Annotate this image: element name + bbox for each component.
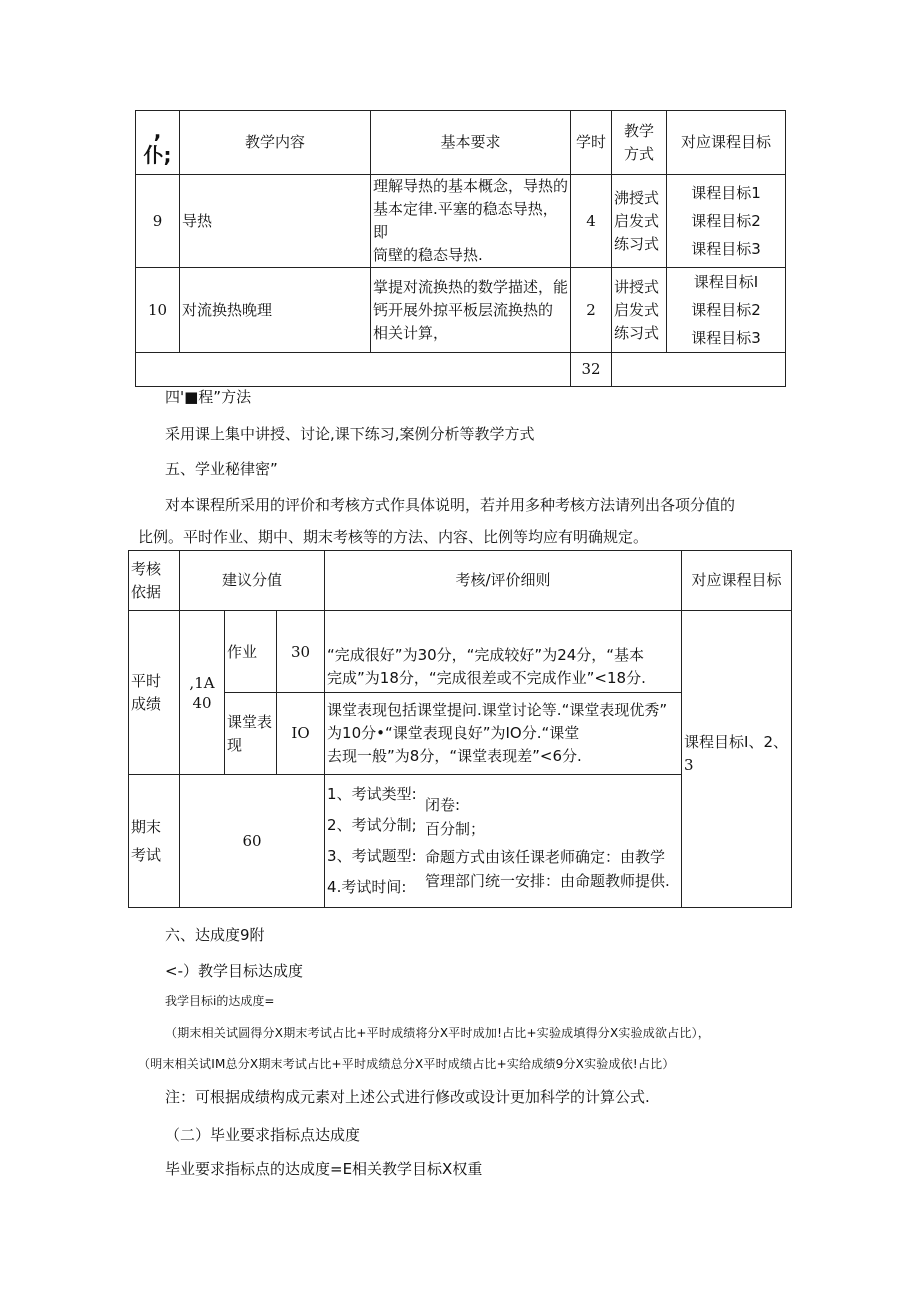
formula-line2: （明末相关试IM总分X期末考试占比+平时成绩总分X平时成绩占比+实给成绩9分X实验成依!占比） xyxy=(138,1057,675,1071)
formula-line1: （期末相关试圆得分X期末考试占比+平时成绩将分X平时成加!占比+实验成填得分X实验成欲占比）， xyxy=(165,1026,710,1040)
section6-sub1: <-）教学目标达成度 xyxy=(165,962,303,980)
header-method: 教学 方式 xyxy=(612,111,667,175)
row-hours: 2 xyxy=(571,268,612,353)
regular-label: 平时 成绩 xyxy=(129,611,180,775)
section6-sub2: （二）毕业要求指标点达成度 xyxy=(165,1126,361,1144)
class-score: IO xyxy=(277,693,325,775)
row-content: 对流换热晚理 xyxy=(180,268,371,353)
final-detail xyxy=(325,775,682,908)
row-content: 导热 xyxy=(180,175,371,268)
row-methods: 讲授式 启发式 练习式 xyxy=(612,268,667,353)
final-label: 期末 考试 xyxy=(129,775,180,908)
header-detail: 考核/评价细则 xyxy=(325,551,682,611)
table-header-row xyxy=(129,551,792,611)
header-score: 建议分值 xyxy=(180,551,325,611)
final-values: 闭卷: 百分制； 命题方式由该任课老师确定：由教学 管理部门统一安排：由命题教师提供. xyxy=(425,796,670,890)
course-content-table xyxy=(135,110,786,387)
final-score: 60 xyxy=(180,775,325,908)
header-content: 教学内容 xyxy=(180,111,371,175)
row-num: 10 xyxy=(136,268,180,353)
class-name: 课堂表 现 xyxy=(225,693,277,775)
row-goals: 课程目标1 课程目标2 课程目标3 xyxy=(667,175,786,268)
section4-body: 采用课上集中讲授、讨论,课下练习,案例分析等教学方式 xyxy=(165,425,535,443)
table-row xyxy=(136,268,786,353)
goal-value: 课程目标I、2、 3 xyxy=(682,611,792,908)
formula-label: 我学目标i的达成度= xyxy=(165,994,275,1008)
section6-note: 注：可根据成绩构成元素对上述公式进行修改或设计更加科学的计算公式. xyxy=(165,1088,650,1106)
regular-total: ,1A 40 xyxy=(180,611,225,775)
header-goal: 对应课程目标 xyxy=(682,551,792,611)
header-goal: 对应课程目标 xyxy=(667,111,786,175)
homework-detail: “完成很好”为30分，“完成较好”为24分，“基本 完成”为18分，“完成很差或不完成作业”<18分. xyxy=(325,611,682,693)
section6-heading: 六、达成度9附 xyxy=(165,926,265,944)
table-total-row xyxy=(136,353,786,387)
table-header-row xyxy=(136,111,786,175)
homework-name: 作业 xyxy=(225,611,277,693)
class-detail: 课堂表现包括课堂提问.课堂讨论等.“课堂表现优秀” 为10分•“课堂表现良好”为IO分.“课堂 去现一般”为8分，“课堂表现差”<6分. xyxy=(325,693,682,775)
table-row xyxy=(129,611,792,693)
header-hours: 学时 xyxy=(571,111,612,175)
header-basis: 考核 依据 xyxy=(129,551,180,611)
section5-body-line2: 比例。平时作业、期中、期末考核等的方法、内容、比例等均应有明确规定。 xyxy=(138,528,649,546)
homework-score: 30 xyxy=(277,611,325,693)
header-requirement: 基本要求 xyxy=(371,111,571,175)
section5-heading: 五、学业秘律密” xyxy=(165,460,278,478)
section4-heading: 四'■程”方法 xyxy=(165,388,252,406)
row-num: 9 xyxy=(136,175,180,268)
table-row xyxy=(136,175,786,268)
total-empty xyxy=(612,353,786,387)
final-items: 1、考试类型: 2、考试分制; 3、考试题型: 4.考试时间: xyxy=(327,785,417,896)
section6-last: 毕业要求指标点的达成度=E相关教学目标X权重 xyxy=(165,1160,483,1178)
row-goals: 课程目标I 课程目标2 课程目标3 xyxy=(667,268,786,353)
row-hours: 4 xyxy=(571,175,612,268)
row-requirement: 理解导热的基本概念，导热的 基本定律.平塞的稳态导热，即 筒壁的稳态导热. xyxy=(371,175,571,268)
header-num: , 仆; xyxy=(136,111,180,175)
total-hours: 32 xyxy=(571,353,612,387)
section5-body-line1: 对本课程所采用的评价和考核方式作具体说明，若并用多种考核方法请列出各项分值的 xyxy=(165,496,736,514)
row-methods: 沸授式 启发式 练习式 xyxy=(612,175,667,268)
total-label xyxy=(136,353,571,387)
assessment-table xyxy=(128,550,792,908)
row-requirement: 掌提对流换热的数学描述，能 钙开展外掠平板层流换热的 相关计算， xyxy=(371,268,571,353)
